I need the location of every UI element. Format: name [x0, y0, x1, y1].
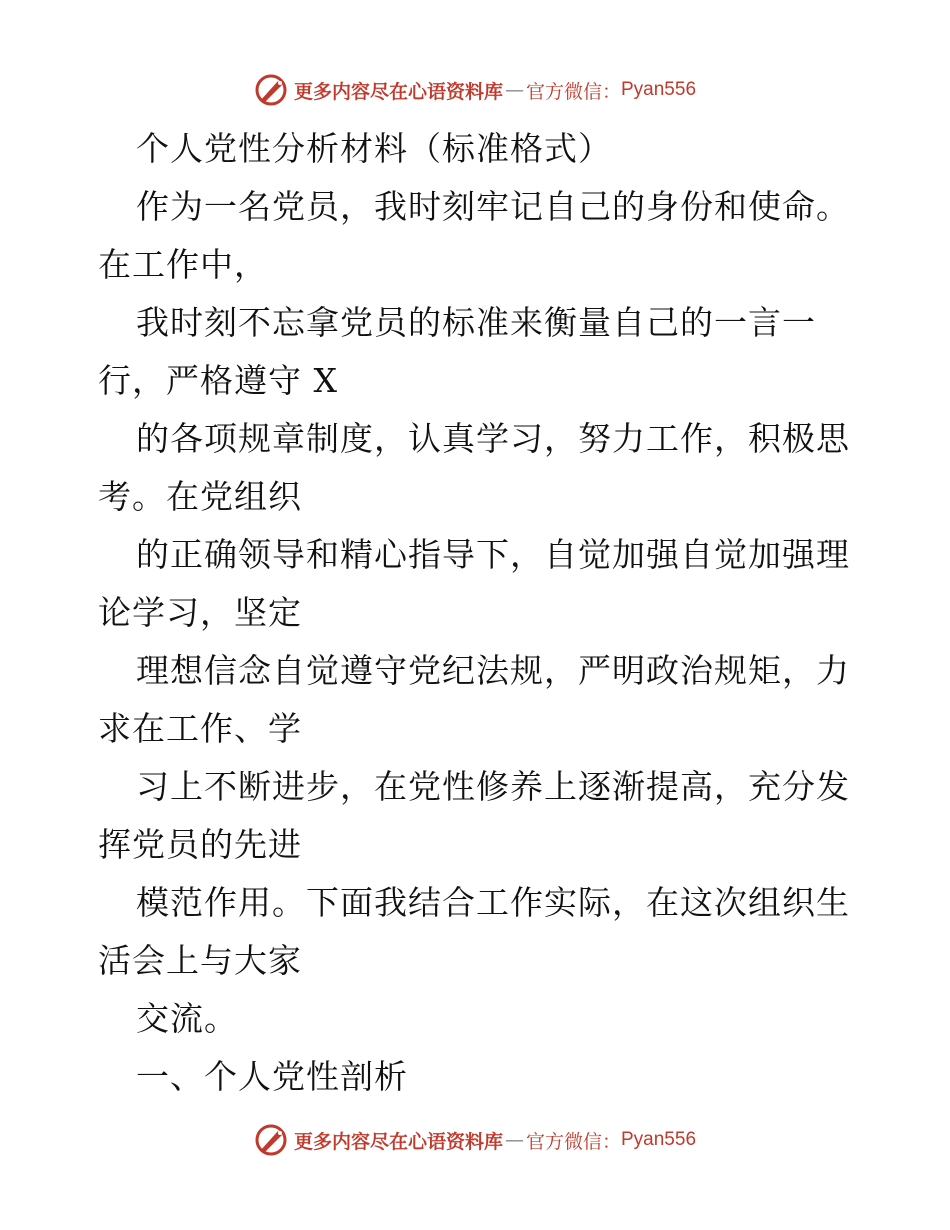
banner-wechat-label: 官方微信： — [525, 1130, 621, 1153]
document-body — [98, 120, 858, 1106]
pen-logo-icon — [254, 1123, 288, 1157]
banner-wechat-label: 官方微信： — [525, 80, 621, 103]
paragraph-line: 在工作中， — [98, 245, 268, 284]
paragraph-line: 考。在党组织 — [98, 477, 302, 516]
footer-watermark-banner — [0, 1120, 950, 1160]
paragraph-line: 活会上与大家 — [98, 941, 302, 980]
paragraph-line: 作为一名党员，我时刻牢记自己的身份和使命。 — [136, 187, 850, 226]
banner-dash: — — [504, 79, 524, 101]
pen-logo-icon — [254, 73, 288, 107]
paragraph-line: 求在工作、学 — [98, 709, 302, 748]
banner-dash: — — [504, 1129, 524, 1151]
header-watermark-banner — [0, 70, 950, 110]
banner-promo-text: 更多内容尽在心语资料库 — [293, 1130, 503, 1153]
banner-wechat-id: Pyan556 — [621, 79, 697, 100]
paragraph-line: 我时刻不忘拿党员的标准来衡量自己的一言一 — [136, 303, 816, 342]
paragraph-line: 挥党员的先进 — [98, 825, 302, 864]
banner-wechat-id: Pyan556 — [621, 1129, 697, 1150]
paragraph-line: 论学习，坚定 — [98, 593, 302, 632]
paragraph-line: 模范作用。下面我结合工作实际，在这次组织生 — [136, 883, 850, 922]
paragraph-line: 习上不断进步，在党性修养上逐渐提高，充分发 — [136, 767, 850, 806]
document-title: 个人党性分析材料（标准格式） — [136, 129, 612, 168]
section-heading: 一、个人党性剖析 — [136, 1057, 408, 1096]
paragraph-line: 交流。 — [136, 999, 238, 1038]
paragraph-line: 的正确领导和精心指导下，自觉加强自觉加强理 — [136, 535, 850, 574]
banner-promo-text: 更多内容尽在心语资料库 — [293, 80, 503, 103]
paragraph-line: 行，严格遵守 X — [98, 361, 338, 400]
paragraph-line: 理想信念自觉遵守党纪法规，严明政治规矩，力 — [136, 651, 850, 690]
paragraph-line: 的各项规章制度，认真学习，努力工作，积极思 — [136, 419, 850, 458]
